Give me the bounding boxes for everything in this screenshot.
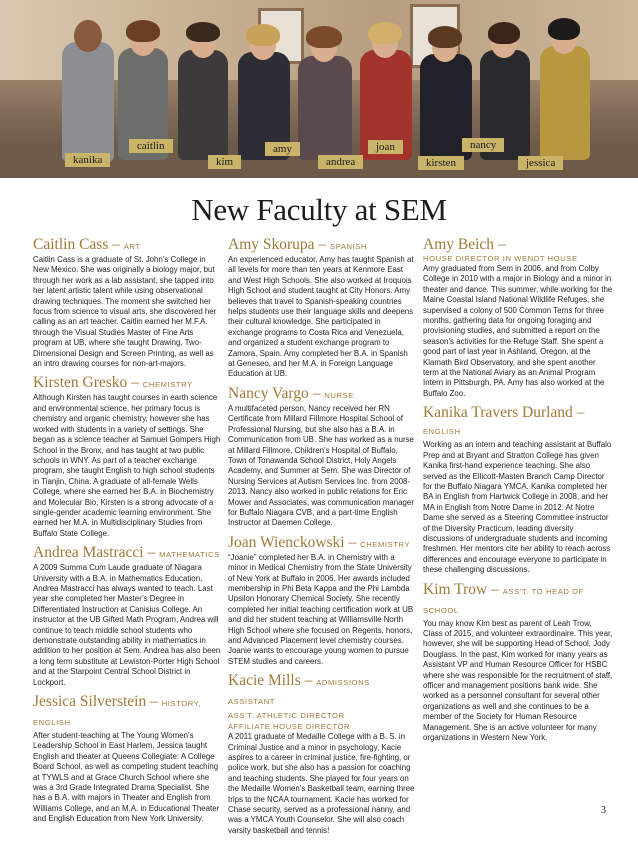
faculty-entry xyxy=(228,236,416,380)
faculty-name: Amy Beich xyxy=(423,236,495,253)
faculty-entry xyxy=(33,374,221,539)
faculty-role: ART xyxy=(123,242,141,251)
faculty-heading: Joan Wienckowski – CHEMISTRY xyxy=(228,533,411,551)
faculty-bio: Working as an intern and teaching assistant at Buffalo Prep and at Bryant and Stratton College has given Kanika first-hand experience teaching. She also served as the Ellicott-Masten Branch Camp Director for the Buffalo Niagara YMCA. Kanika completed her BA in English from Hartwick College in 2008, and her MA in English from Notre Dame in 2012. At Notre Dame she served as a Steering Committee instructor of the Diversity Practicum, leading diversity discussions of undergraduate students and incoming freshmen. Her mentors cite her ability to reach across differences and encourage everyone to participate in these challenging discussions. xyxy=(423,440,612,575)
faculty-entry xyxy=(33,693,221,825)
column-1 xyxy=(33,236,221,830)
faculty-entry xyxy=(228,672,416,836)
faculty-bio: Caitlin Cass is a graduate of St. John’s College in New Mexico. She was originally a biology major, but through her work as a lab assistant, she tapped into her latent artistic talent while using observational drawing techniques. The moment she switched her focus from science to visual arts, she discovered her calling as an art teacher. Caitlin earned her M.F.A. through the Visual Studies Master of Fine Arts program at UB, where she taught Drawing, Two-Dimensional Design and Screen Printing, as well as an intro drawing courses for non-art-majors. xyxy=(33,255,217,369)
faculty-entry xyxy=(423,581,613,744)
nametag-kim: kim xyxy=(208,155,241,169)
page-number: 3 xyxy=(601,805,606,816)
nametag-kanika: kanika xyxy=(65,153,110,167)
faculty-heading: Kanika Travers Durland – ENGLISH xyxy=(423,404,585,437)
faculty-bio: Although Kirsten has taught courses in earth science and environmental science, her primary focus is chemistry and organic chemistry, however she has worked with students in a variety of settings. She began as a science teacher at Samuel Gompers High School in the Bronx, and has taught at two public schools in WNY. As part of a teacher exchange program, she taught English to high school students in Tianjin, China. A graduate of all-female Wells College, where she earned her B.A. in Biochemistry and Molecular Bio, Kirsten is a strong advocate of a single-gender academic learning environment. She earned her M.A. in Multidisciplinary Studies from Buffalo State College. xyxy=(33,393,221,538)
faculty-entry xyxy=(228,534,416,667)
faculty-bio: A 2011 graduate of Medaille College with a B. S. in Criminal Justice and a minor in psychology, Kacie aspires to a career in criminal justice, fire-fighting, or police work, but she also has a passion for coaching and teaching students. She played for four years on the Medaille Women’s Basketball team, earning three trips to the NCAA tournament. Kacie has worked for Chase security, served as a professional nanny, and was a YMCA Youth Counselor. She will also coach varsity basketball and tennis! xyxy=(228,732,415,835)
faculty-name: Kanika Travers Durland xyxy=(423,404,573,422)
person-hair xyxy=(126,20,160,42)
faculty-bio: Amy graduated from Sem in 2006, and from Colby College in 2010 with a major in Biology and a minor in theater and dance. This summer, while working for the Maine Coastal Island National Wildlife Refuges, she supervised a colony of 500 Common Terns for three months, gathering data for ongoing foraging and provisioning studies, and submitted a report on the season’s activities for the Refuge Staff. She spent a good part of last year in Ashland, Oregon, at the Klamath Bird Observatory, and she spent another term at the National Aviary as an Animal Program Intern in Pittsburgh, PA. Amy has also worked at the Buffalo Zoo. xyxy=(423,264,613,398)
person-head xyxy=(74,20,102,52)
nametag-kirsten: kirsten xyxy=(418,156,464,170)
faculty-entry xyxy=(228,385,416,529)
faculty-name: Kirsten Gresko xyxy=(33,374,128,392)
faculty-bio: An experienced educator, Amy has taught Spanish at all levels for more than ten years at Kenmore East and West High Schools. She also worked at Iroquois High School and student taught at City Honors. Amy believes that travel to Spanish-speaking countries helps students use their language skills and deepens their cultural knowledge. She participated in exchange programs to Costa Rica and Venezuela, and organized a student exchange program to Zamora, Spain. Amy completed her B.A. in Spanish at Geneseo, and her M.A. in Foreign Language Education at UB. xyxy=(228,255,414,379)
nametag-nancy: nancy xyxy=(462,138,504,152)
faculty-name: Joan Wienckowski xyxy=(228,533,345,551)
faculty-heading: Jessica Silverstein – HISTORY, ENGLISH xyxy=(33,693,202,728)
faculty-entry xyxy=(33,236,221,369)
nametag-joan: joan xyxy=(368,140,403,154)
column-2 xyxy=(228,236,416,841)
person-figure xyxy=(540,46,590,160)
column-3 xyxy=(423,236,613,748)
faculty-bio: You may know Kim best as parent of Leah Trow, Class of 2015, and volunteer extraordinaire. This year, however, she will be supporting Head of School, Jody Douglass. In the past, Kim worked for many years as Assistant VP and Human Resource Officer for HSBC where she was responsible for the recruitment of staff, officer and management positions bank wide. She worked as a personnel consultant for several other organizations as well and she continues to be a member of the Society for Human Resource Management. She is an active volunteer for many organizations in Western New York. xyxy=(423,618,613,743)
faculty-heading: Amy Skorupa – SPANISH xyxy=(228,236,368,253)
faculty-role-line: AFFILIATE HOUSE DIRECTOR xyxy=(228,722,351,732)
faculty-role: ADMISSIONS ASSISTANT xyxy=(228,678,370,707)
faculty-entry xyxy=(33,544,221,688)
faculty-bio: A 2009 Summa Cum Laude graduate of Niagara University with a B.A. in Mathematics Education, Andrea Mastracci has always wanted to teach. Last year she completed her Master’s Degree in Differentiated Instruction at Canisius College. An instructor at the UB Gifted Math Program, Andrea will continue to teach middle school students who demonstrate outstanding ability in mathematics in addition to her position at Sem. Andrea has also been a long term substitute at Lewiston-Porter High School and at the Starpoint Central School District in Lockport. xyxy=(33,563,221,687)
faculty-name: Kim Trow xyxy=(423,580,488,598)
faculty-bio: “Joanie” completed her B.A. in Chemistry with a minor in Medical Chemistry from the State University of New York at Buffalo in 2006. Her awards included membership in Phi Beta Kappa and the Phi Lambda Upsilon Honorary Chemical Society. She recently completed her initial teaching certification work at UB and did her student teaching at Williamsville North High School where she focused on Regents, honors, and Advanced Placement level chemistry courses. Joanie wants to encourage young women to pursue STEM studies and careers. xyxy=(228,552,414,666)
faculty-entry xyxy=(423,236,613,399)
faculty-name: Caitlin Cass xyxy=(33,236,109,253)
faculty-bio: A multifaceted person, Nancy received her RN Certificate from Millard Fillmore Hospital School of Professional Nursing, but she also has a B.A. in Communication from UB. She has worked as a nurse at Millard Fillmore, Children’s Hospital of Buffalo, Town of Tonawanda School District, Holy Angels Academy, and Summer at Sem. She was Director of Nursing Services at Autism Services Inc. from 2008-2013. Nancy also worked in public relations for Eric Mower and Associates, was communication manager for Buffalo Niagara CVB, and a part-time English Instructor at Daemen College. xyxy=(228,403,414,528)
group-photo xyxy=(0,0,638,178)
faculty-role: SPANISH xyxy=(330,242,368,251)
faculty-role: CHEMISTRY xyxy=(142,380,193,390)
faculty-role: CHEMISTRY xyxy=(360,539,411,549)
faculty-heading: Caitlin Cass – ART xyxy=(33,236,141,253)
faculty-bio: After student-teaching at The Young Women’s Leadership School in East Harlem, Jessica taught English and theater at Queens Collegiate: A College Board School, as well as competing student teaching at TYWLS and at Grace Church School where she was a 3rd Grade Integrated Drama Specialist. She has a B.A. with majors in Theater and English from Williams College, and an M.A. in Educational Theater and English Education from New York University. xyxy=(33,731,220,824)
nametag-jessica: jessica xyxy=(518,156,563,170)
faculty-entry xyxy=(423,404,613,575)
person-hair xyxy=(548,18,580,40)
faculty-role: HISTORY, ENGLISH xyxy=(33,699,202,728)
faculty-heading: Amy Beich – xyxy=(423,236,506,253)
nametag-andrea: andrea xyxy=(318,155,363,169)
faculty-name: Kacie Mills xyxy=(228,672,301,690)
faculty-name: Andrea Mastracci xyxy=(33,544,144,562)
faculty-role: NURSE xyxy=(324,390,354,400)
person-hair xyxy=(186,22,220,42)
faculty-heading: Andrea Mastracci – MATHEMATICS xyxy=(33,544,220,562)
person-hair xyxy=(246,24,280,46)
nametag-caitlin: caitlin xyxy=(129,139,173,153)
page-title: New Faculty at SEM xyxy=(191,192,447,227)
person-hair xyxy=(428,26,462,48)
faculty-role-line: HOUSE DIRECTOR IN WENDT HOUSE xyxy=(423,254,578,263)
faculty-role: MATHEMATICS xyxy=(159,550,220,560)
person-figure xyxy=(298,56,352,160)
faculty-role-line: ASS’T. ATHLETIC DIRECTOR xyxy=(228,711,345,721)
faculty-heading: Nancy Vargo – NURSE xyxy=(228,384,354,402)
person-figure xyxy=(178,50,228,160)
nametag-amy: amy xyxy=(265,142,300,156)
faculty-heading: Kim Trow – ASS’T. TO HEAD OF SCHOOL xyxy=(423,580,584,615)
faculty-name: Jessica Silverstein xyxy=(33,693,147,711)
faculty-heading: Kacie Mills – ADMISSIONS ASSISTANT xyxy=(228,672,370,707)
faculty-role: ASS’T. TO HEAD OF SCHOOL xyxy=(423,586,584,615)
faculty-name: Nancy Vargo xyxy=(228,384,309,402)
person-figure xyxy=(62,42,114,162)
faculty-heading: Kirsten Gresko – CHEMISTRY xyxy=(33,374,193,392)
faculty-role: ENGLISH xyxy=(423,427,461,437)
person-hair xyxy=(306,26,342,48)
person-hair xyxy=(488,22,520,44)
faculty-name: Amy Skorupa xyxy=(228,236,315,253)
person-hair xyxy=(368,22,402,44)
